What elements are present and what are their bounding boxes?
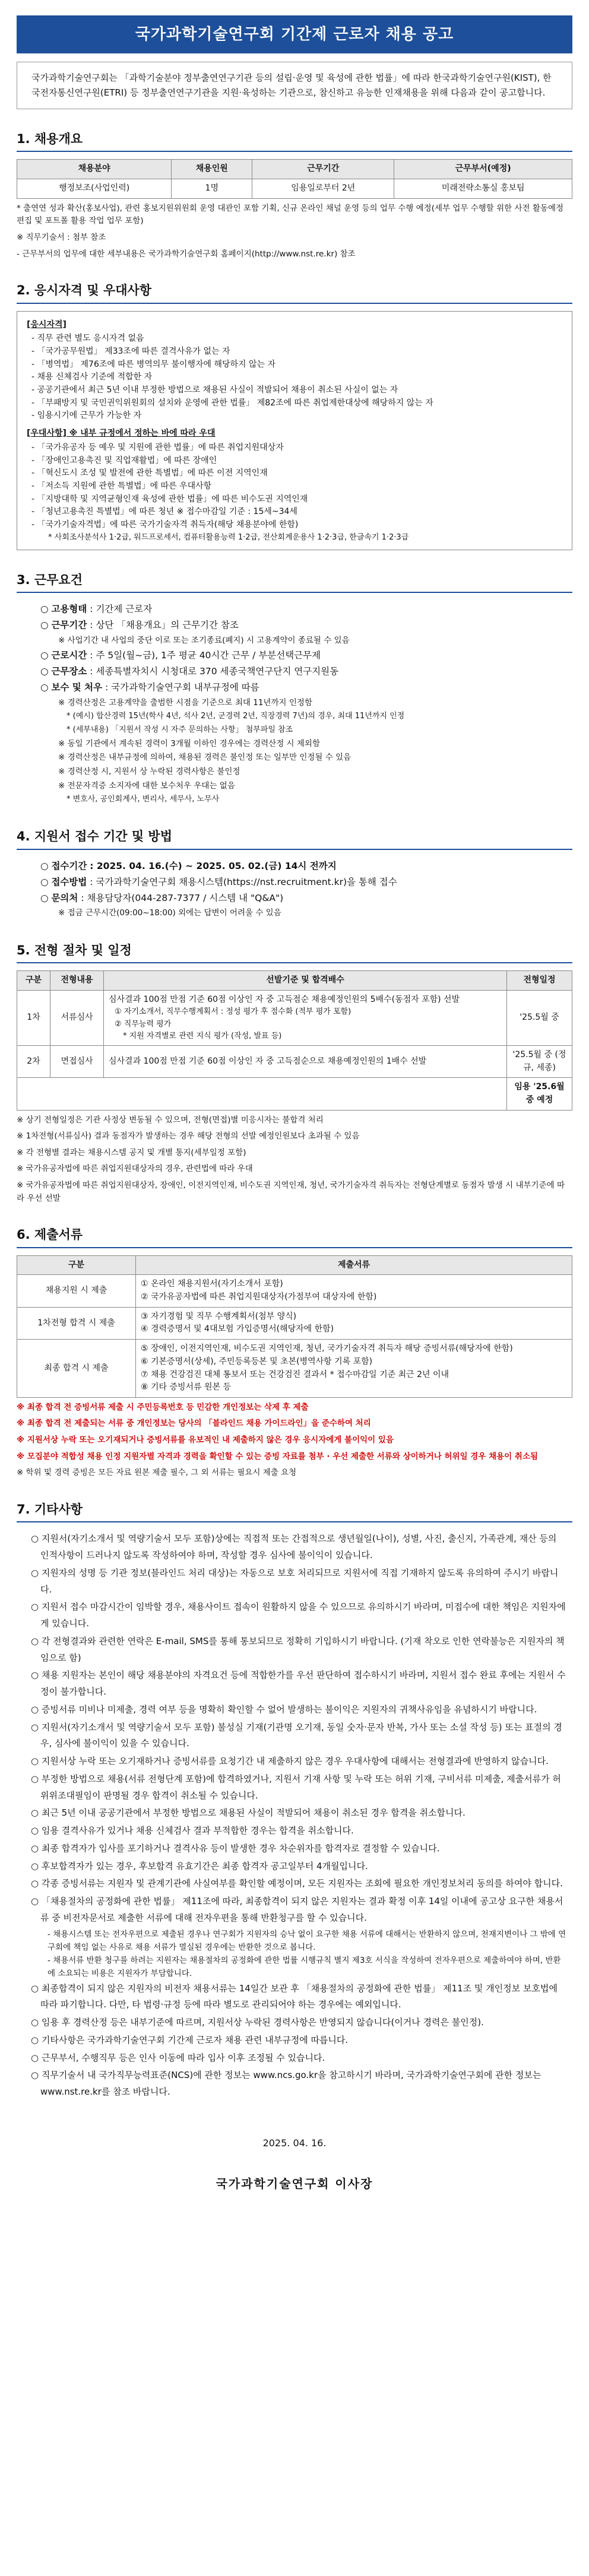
pref-item: - 「국가기술자격법」에 따른 국가기술자격 취득자(해당 채용분야에 한함) xyxy=(31,519,299,529)
doc-item: ① 온라인 채용지원서(자기소개서 포함) xyxy=(141,1279,283,1289)
app-contact: ○ 문의처 : 채용담당자(044-287-7377 / 시스템 내 "Q&A") xyxy=(40,892,284,903)
stage-2-date: '25.5월 중 (정규, 세종) xyxy=(507,1045,572,1077)
etc-item: ○ 지원서(자기소개서 및 역량기술서 모두 포함)상에는 직접적 또는 간접적으로 생년월일(나이), 성별, 사진, 출신지, 가족관계, 재산 등의 인적사항이 드러나지 않도록 작성하여야 하며, 작성할 경우 심사에 불이익이 있습니다. xyxy=(31,1533,557,1561)
pref-item: - 「장애인고용촉진 및 직업재활법」에 따른 장애인 xyxy=(31,455,217,465)
intro-box: 국가과학기술연구회는 「과학기술분야 정부출연연구기관 등의 설립·운영 및 육성에 관한 법률」에 따라 한국과학기술연구원(KIST), 한국전자통신연구원(ETRI) 등 정부출연연구기관을 지원·육성하는 기관으로, 참신하고 유능한 인재채용을 위해 다음과 같이 공고합니다. xyxy=(17,62,572,109)
cond-value: : 기간제 근로자 xyxy=(90,604,153,615)
etc-item: ○ 채용 지원자는 본인이 해당 채용분야의 자격요건 등에 적합한가를 우선 판단하여 접수하시기 바라며, 지원서 접수 완료 후에는 지원서 수정이 불가합니다. xyxy=(31,1670,566,1698)
doc-group-final: 최종 합격 시 제출 xyxy=(17,1340,136,1398)
etc-item: ○ 지원서(자기소개서 및 역량기술서 모두 포함) 불성실 기재(기관명 오기재, 동일 숫자·문자 반복, 가사 또는 소설 작성 등) 또는 표절의 경우, 심사에 불이익이 있을 수 있습니다. xyxy=(31,1721,562,1749)
pay-note: ※ 경력산정은 고용계약을 출범한 시점을 기준으로 최대 11년까지 인정함 xyxy=(58,697,312,708)
td-dept: 미래전략소통실 홍보팀 xyxy=(394,179,572,199)
overview-note-1: * 출연연 성과 확산(홍보사업), 관련 홍보지원위원회 운영 대관인 포함 기획, 신규 온라인 채널 운영 등의 업무 수행 예정(세부 업무 수행할 위한 사전 활동예정 편집 및 포트폴 활용 작업 업무 포함) xyxy=(17,203,564,226)
documents-note: ※ 지원서상 누락 또는 오기재되거나 증빙서류를 유보적인 내 제출하지 않은 경우 응시자에게 불이익이 있음 xyxy=(17,1435,394,1445)
stage-final-date: 임용 '25.6월 중 예정 xyxy=(507,1078,572,1110)
doc-group-apply: 채용지원 시 제출 xyxy=(17,1275,136,1307)
stage-1-type: 서류심사 xyxy=(50,990,104,1045)
etc-sub: - 채용시스템 또는 전자우편으로 제출된 경우나 연구회가 지원자의 승낙 없이 요구한 채용 서류에 대해서는 반환하지 않으며, 천재지변이나 그 밖에 연구회에 책임 없는 사유로 채용 서류가 멸실된 경우에는 반환한 것으로 봅니다. xyxy=(48,1929,566,1952)
etc-item: ○ 각 전형결과와 관련한 연락은 E-mail, SMS를 통해 통보되므로 정확히 기입하시기 바랍니다. (기재 착오로 인한 연락불능은 지원자의 책임으로 함) xyxy=(31,1635,565,1663)
req-heading: [응시자격] xyxy=(27,319,66,329)
section-title-qualification: 2. 응시자격 및 우대사항 xyxy=(17,281,572,304)
etc-item: ○ 「채용절차의 공정화에 관한 법률」 제11조에 따라, 최종합격이 되지 않은 지원자는 결과 확정 이후 14일 이내에 공고상 요구한 채용서류 중 비전자문서로 제출한 서류에 대해 전자우편을 통해 반환청구를 할 수 있습니다. xyxy=(31,1896,563,1923)
th-doc-group: 구분 xyxy=(17,1255,136,1275)
documents-note: ※ 최종 합격 전 제출되는 서류 중 개인정보는 당사의 「블라인드 채용 가이드라인」을 준수하여 처리 xyxy=(17,1419,371,1429)
etc-item: ○ 지원서상 누락 또는 오기재하거나 증빙서류를 요청기간 내 제출하지 않은 경우 우대사항에 대해서는 전형결과에 반영하지 않습니다. xyxy=(31,1756,549,1767)
app-value: : 채용담당자(044-287-7377 / 시스템 내 "Q&A") xyxy=(81,892,284,903)
pay-note: * (예시) 합산경력 15년(학사 4년, 석사 2년, 군경력 2년, 직장경력 7년)의 경우, 최대 11년까지 인정 xyxy=(66,712,405,721)
app-period: ○ 접수기간 : 2025. 04. 16.(수) ~ 2025. 05. 02.(금) 14시 전까지 xyxy=(40,860,337,871)
th-content: 전형내용 xyxy=(50,971,104,991)
cond-label: 고용형태 xyxy=(51,604,87,615)
documents-note: ※ 최종 합격 전 증빙서류 제출 시 주민등록번호 등 민감한 개인정보는 삭제 후 제출 xyxy=(17,1402,309,1412)
application-list xyxy=(17,858,572,921)
cond-pay: ○ 보수 및 처우 : 국가과학기술연구회 내부규정에 따름 xyxy=(40,682,259,693)
cond-label: 근로시간 xyxy=(51,650,87,661)
doc-item: ④ 경력증명서 및 4대보험 가입증명서(해당자에 한함) xyxy=(141,1324,334,1334)
app-label: 문의처 xyxy=(51,892,78,903)
doc-item: ⑧ 기타 증빙서류 원본 등 xyxy=(141,1382,232,1392)
stage-1-sub: ② 직무능력 평가 xyxy=(115,1019,172,1029)
pay-note: ※ 경력산정 시, 지원서 상 누락된 경력사항은 불인정 xyxy=(58,766,240,776)
schedule-note: ※ 국가유공자법에 따른 취업지원대상자, 장애인, 이전지역인재, 비수도권 지역인재, 청년, 국가기술자격 취득자는 전형단계별로 동점자 발생 시 내부기준에 따라 우선 선발 xyxy=(17,1180,565,1203)
pay-note: ※ 경력산정은 내부규정에 의하여, 채용된 경력은 불인정 또는 일부만 인정될 수 있음 xyxy=(58,753,352,763)
documents-note: ※ 모집분야 적합성 채용 인정 지원자별 자격과 경력을 확인할 수 있는 증빙 자료를 첨부 · 우선 제출한 서류와 상이하거나 허위일 경우 채용이 취소됨 xyxy=(17,1451,539,1461)
req-item: - 채용 신체검사 기준에 적합한 자 xyxy=(31,372,153,382)
page-title: 국가과학기술연구회 기간제 근로자 채용 공고 xyxy=(17,15,572,53)
schedule-table xyxy=(17,970,572,1111)
req-item: - 「병역법」 제76조에 따른 병역의무 불이행자에 해당하지 않는 자 xyxy=(31,359,276,369)
etc-item: ○ 임용 결격사유가 있거나 채용 신체검사 결과 부적합한 경우는 합격을 취소합니다. xyxy=(31,1825,354,1836)
stage-final-empty xyxy=(17,1078,507,1110)
pay-note: * 변호사, 공인회계사, 변리사, 세무사, 노무사 xyxy=(66,795,220,804)
stage-1-sub: * 지원 자격별로 관련 지식 평가 (작성, 발표 등) xyxy=(123,1031,282,1040)
etc-item: ○ 근무부서, 수행직무 등은 인사 이동에 따라 입사 이후 조정될 수 있습니다. xyxy=(31,2052,325,2063)
documents-note: ※ 학위 및 경력 증빙은 모든 자료 원본 제출 필수, 그 외 서류는 필요시 제출 요청 xyxy=(17,1468,297,1478)
stage-1: 1차 xyxy=(17,990,50,1045)
cond-employment: ○ 고용형태 : 기간제 근로자 xyxy=(40,604,153,615)
section-title-etc: 7. 기타사항 xyxy=(17,1500,572,1523)
doc-item: ⑦ 채용 건강검진 대체 통보서 또는 건강검진 결과서 * 접수마감일 기준 최근 2년 이내 xyxy=(141,1369,449,1379)
etc-item: ○ 각종 증빙서류는 지원자 및 관계기관에 사실여부를 확인할 예정이며, 모든 지원자는 조회에 필요한 개인정보처리 동의를 하여야 합니다. xyxy=(31,1878,563,1889)
th-field: 채용분야 xyxy=(17,160,172,179)
td-field: 행정보조(사업인력) xyxy=(17,179,172,199)
section-title-schedule: 5. 전형 절차 및 일정 xyxy=(17,941,572,964)
overview-note-3: - 근무부서의 업무에 대한 세부내용은 국가과학기술연구회 홈페이지(http://www.nst.re.kr) 참조 xyxy=(17,249,356,259)
app-label: 접수기간 xyxy=(51,860,87,871)
stage-2: 2차 xyxy=(17,1045,50,1077)
etc-list xyxy=(17,1531,572,2101)
th-dept: 근무부서(예정) xyxy=(394,160,572,179)
notice-date: 2025. 04. 16. xyxy=(262,2137,327,2149)
schedule-note: ※ 국가유공자법에 따른 취업지원대상자의 경우, 관련법에 따라 우대 xyxy=(17,1164,253,1174)
etc-item: ○ 지원자의 성명 등 기관 정보(블라인드 처리 대상)는 자동으로 보호 처리되므로 지원서에 직접 기재하지 않도록 유의하여 주시기 바랍니다. xyxy=(31,1567,559,1595)
section-title-overview: 1. 채용개요 xyxy=(17,129,572,153)
pref-sub: * 사회조사분석사 1·2급, 워드프로세서, 컴퓨터활용능력 1·2급, 전산회계운용사 1·2·3급, 한글속기 1·2·3급 xyxy=(48,532,409,542)
conditions-list xyxy=(17,601,572,807)
pref-item: - 「지방대학 및 지역균형인재 육성에 관한 법률」에 따른 비수도권 지역인재 xyxy=(31,494,308,504)
documents-table xyxy=(17,1255,572,1398)
th-period: 근무기간 xyxy=(252,160,394,179)
th-stage: 구분 xyxy=(17,971,50,991)
doc-item: ⑤ 장애인, 이전지역인재, 비수도권 지역인재, 청년, 국가기술자격 취득자 해당 증빙서류(해당자에 한함) xyxy=(141,1344,513,1354)
cond-label: 근무기간 xyxy=(51,620,87,631)
pay-note: ※ 동일 기관에서 계속된 경력이 3개월 이하인 경우에는 경력산정 시 제외함 xyxy=(58,738,321,748)
cond-location: ○ 근무장소 : 세종특별자치시 시청대로 370 세종국책연구단지 연구지원동 xyxy=(40,666,339,677)
overview-table xyxy=(17,159,572,198)
pay-note: * (세부내용) 「지원서 작성 시 자주 문의하는 사항」 첨부파일 참조 xyxy=(66,725,293,734)
doc-list-first xyxy=(136,1307,572,1339)
etc-sub: - 채용서류 반환 청구를 하려는 지원자는 채용절차의 공정화에 관한 법률 시행규칙 별지 제3호 서식을 작성하여 전자우편으로 제출하여야 하며, 반환에 소요되는 비용은 지원자가 부담합니다. xyxy=(48,1956,561,1979)
etc-item: ○ 임용 후 경력산정 등은 내부기준에 따르며, 지원서상 누락된 경력사항은 반영되지 않습니다(이거나 경력은 불인정). xyxy=(31,2017,484,2028)
etc-item: ○ 직무기술서 내 국가직무능력표준(NCS)에 관한 정보는 www.ncs.go.kr을 참고하시기 바라며, 국가과학기술연구회에 관한 정보는 www.nst.re.kr를 참조 바랍니다. xyxy=(31,2070,542,2098)
req-item: - 「국가공무원법」 제33조에 따른 결격사유가 없는 자 xyxy=(31,347,230,357)
etc-item: ○ 후보합격자가 있는 경우, 후보합격 유효기간은 최종 합격자 공고일부터 4개월입니다. xyxy=(31,1860,368,1871)
cond-period: ○ 근무기간 : 상단 「채용개요」의 근무기간 참조 xyxy=(40,620,239,631)
req-item: - 임용시기에 근무가 가능한 자 xyxy=(31,411,142,421)
pref-item: - 「청년고용촉진 특별법」에 따른 청년 ※ 접수마감일 기준 : 15세~34세 xyxy=(31,507,297,517)
app-label: 접수방법 xyxy=(51,876,87,887)
section-title-documents: 6. 제출서류 xyxy=(17,1225,572,1248)
th-count: 채용인원 xyxy=(172,160,252,179)
etc-item: ○ 최종 합격자가 입사를 포기하거나 결격사유 등이 발생한 경우 차순위자를 합격자로 결정할 수 있습니다. xyxy=(31,1842,440,1854)
req-item: - 「부패방지 및 국민권익위원회의 설치와 운영에 관한 법률」 제82조에 따른 취업제한대상에 해당하지 않는 자 xyxy=(31,398,433,408)
cond-label: 보수 및 처우 xyxy=(51,682,103,693)
cond-label: 근무장소 xyxy=(51,666,87,677)
app-value: : 2025. 04. 16.(수) ~ 2025. 05. 02.(금) 14시 전까지 xyxy=(90,860,337,871)
pref-heading: [우대사항] ※ 내부 규정에서 정하는 바에 따라 우대 xyxy=(27,429,216,439)
th-criteria: 선발기준 및 합격배수 xyxy=(104,971,507,991)
cond-value: : 세종특별자치시 시청대로 370 세종국책연구단지 연구지원동 xyxy=(90,666,339,677)
stage-1-sub: ① 자기소개서, 직무수행계획서 : 정성 평가 후 점수화 (적부 평가 포함) xyxy=(115,1007,352,1017)
stage-2-type: 면접심사 xyxy=(50,1045,104,1077)
cond-hours: ○ 근로시간 : 주 5일(월~금), 1주 평균 40시간 근무 / 부분선택근무제 xyxy=(40,650,321,661)
app-value: : 국가과학기술연구회 채용시스템(https://nst.recruitment.kr)을 통해 접수 xyxy=(90,876,397,887)
qualification-box xyxy=(17,311,572,550)
cond-value: : 국가과학기술연구회 내부규정에 따름 xyxy=(105,682,259,693)
pay-note: ※ 전문자격증 소지자에 대한 보수처우 우대는 없음 xyxy=(58,781,235,791)
req-item: - 직무 관련 별도 응시자격 없음 xyxy=(31,334,144,344)
etc-item: ○ 부정한 방법으로 채용(서류 전형단계 포함)에 합격하였거나, 지원서 기재 사항 및 누락 또는 허위 기재, 구비서류 미제출, 제출서류가 허위위조대필임이 판명될 경우 합격이 취소될 수 있습니다. xyxy=(31,1773,561,1801)
td-period: 임용일로부터 2년 xyxy=(252,179,394,199)
pref-item: - 「저소득 지원에 관한 특별법」에 따른 우대사항 xyxy=(31,481,212,491)
app-method: ○ 접수방법 : 국가과학기술연구회 채용시스템(https://nst.recruitment.kr)을 통해 접수 xyxy=(40,876,397,887)
etc-item: ○ 기타사항은 국가과학기술연구회 기간제 근로자 채용 관련 내부규정에 따릅니다. xyxy=(31,2034,349,2045)
doc-group-first: 1차전형 합격 시 제출 xyxy=(17,1307,136,1339)
td-count: 1명 xyxy=(172,179,252,199)
doc-list-final xyxy=(136,1340,572,1398)
schedule-note: ※ 1차전형(서류심사) 결과 동점자가 발생하는 경우 해당 전형의 선발 예정인원보다 초과될 수 있음 xyxy=(17,1131,360,1141)
section-title-conditions: 3. 근무요건 xyxy=(17,570,572,594)
doc-item: ③ 자기경험 및 직무 수행계획서(첨부 양식) xyxy=(141,1311,297,1321)
schedule-note: ※ 각 전형별 결과는 채용시스템 공지 및 개별 통지(세부일정 포함) xyxy=(17,1147,246,1157)
section-title-application: 4. 지원서 접수 기간 및 방법 xyxy=(17,827,572,850)
doc-item: ⑥ 기본증명서(상세), 주민등록등본 및 초본(병역사항 기록 포함) xyxy=(141,1356,373,1366)
req-item: - 공공기관에서 최근 5년 이내 부정한 방법으로 채용된 사실이 적발되어 채용이 취소된 사실이 없는 자 xyxy=(31,385,398,395)
signature: 국가과학기술연구회 이사장 xyxy=(216,2176,373,2191)
doc-list-apply xyxy=(136,1275,572,1307)
etc-item: ○ 증빙서류 미비나 미제출, 경력 여부 등을 명확히 확인할 수 없어 발생하는 불이익은 지원자의 귀책사유임을 유념하시기 바랍니다. xyxy=(31,1703,537,1715)
pref-item: - 「혁신도시 조성 및 발전에 관한 특별법」에 따른 이전 지역인재 xyxy=(31,468,268,478)
schedule-note: ※ 상기 전형일정은 기관 사정상 변동될 수 있으며, 전형(면접)별 미응시자는 불합격 처리 xyxy=(17,1115,324,1125)
th-date: 전형일정 xyxy=(507,971,572,991)
pref-item: - 「국가유공자 등 예우 및 지원에 관한 법률」에 따른 취업지원대상자 xyxy=(31,442,284,452)
cond-value: : 주 5일(월~금), 1주 평균 40시간 근무 / 부분선택근무제 xyxy=(90,650,321,661)
stage-2-criteria: 심사결과 100점 만점 기준 60점 이상인 자 중 고득점순으로 채용예정인원의 1배수 선발 xyxy=(104,1045,507,1077)
stage-1-date: '25.5월 중 xyxy=(507,990,572,1045)
stage-1-criteria-text: 심사결과 100점 만점 기준 60점 이상인 자 중 고득점순 채용예정인원의 5배수(동점자 포함) 선발 xyxy=(109,994,460,1004)
cond-period-sub: ※ 사업기간 내 사업의 중단 이로 또는 조기종료(폐지) 시 고용계약이 종료될 수 있음 xyxy=(58,635,350,645)
etc-item: ○ 최종합격이 되지 않은 지원자의 비전자 채용서류는 14일간 보관 후 「채용절차의 공정화에 관한 법률」 제11조 및 개인정보 보호법에 따라 파기합니다. 다만, 타 법령·규정 등에 따라 별도로 관리되어야 하는 경우에는 예외입니다. xyxy=(31,1982,558,2010)
etc-item: ○ 지원서 접수 마감시간이 임박할 경우, 채용사이트 접속이 원활하지 않을 수 있으므로 유의하시기 바라며, 미접수에 대한 책임은 지원자에게 있습니다. xyxy=(31,1601,566,1629)
overview-note-2: ※ 직무기술서 : 첨부 참조 xyxy=(17,232,106,242)
cond-value: : 상단 「채용개요」의 근무기간 참조 xyxy=(90,620,239,631)
etc-item: ○ 최근 5년 이내 공공기관에서 부정한 방법으로 채용된 사실이 적발되어 채용이 취소된 경우 합격을 취소합니다. xyxy=(31,1807,466,1819)
app-sub: ※ 접금 근무시간(09:00~18:00) 외에는 답변이 어려울 수 있음 xyxy=(58,908,281,918)
stage-1-criteria xyxy=(104,990,507,1045)
doc-item: ② 국가유공자법에 따른 취업지원대상자(가점부여 대상자에 한함) xyxy=(141,1292,377,1302)
th-doc-list: 제출서류 xyxy=(136,1255,572,1275)
